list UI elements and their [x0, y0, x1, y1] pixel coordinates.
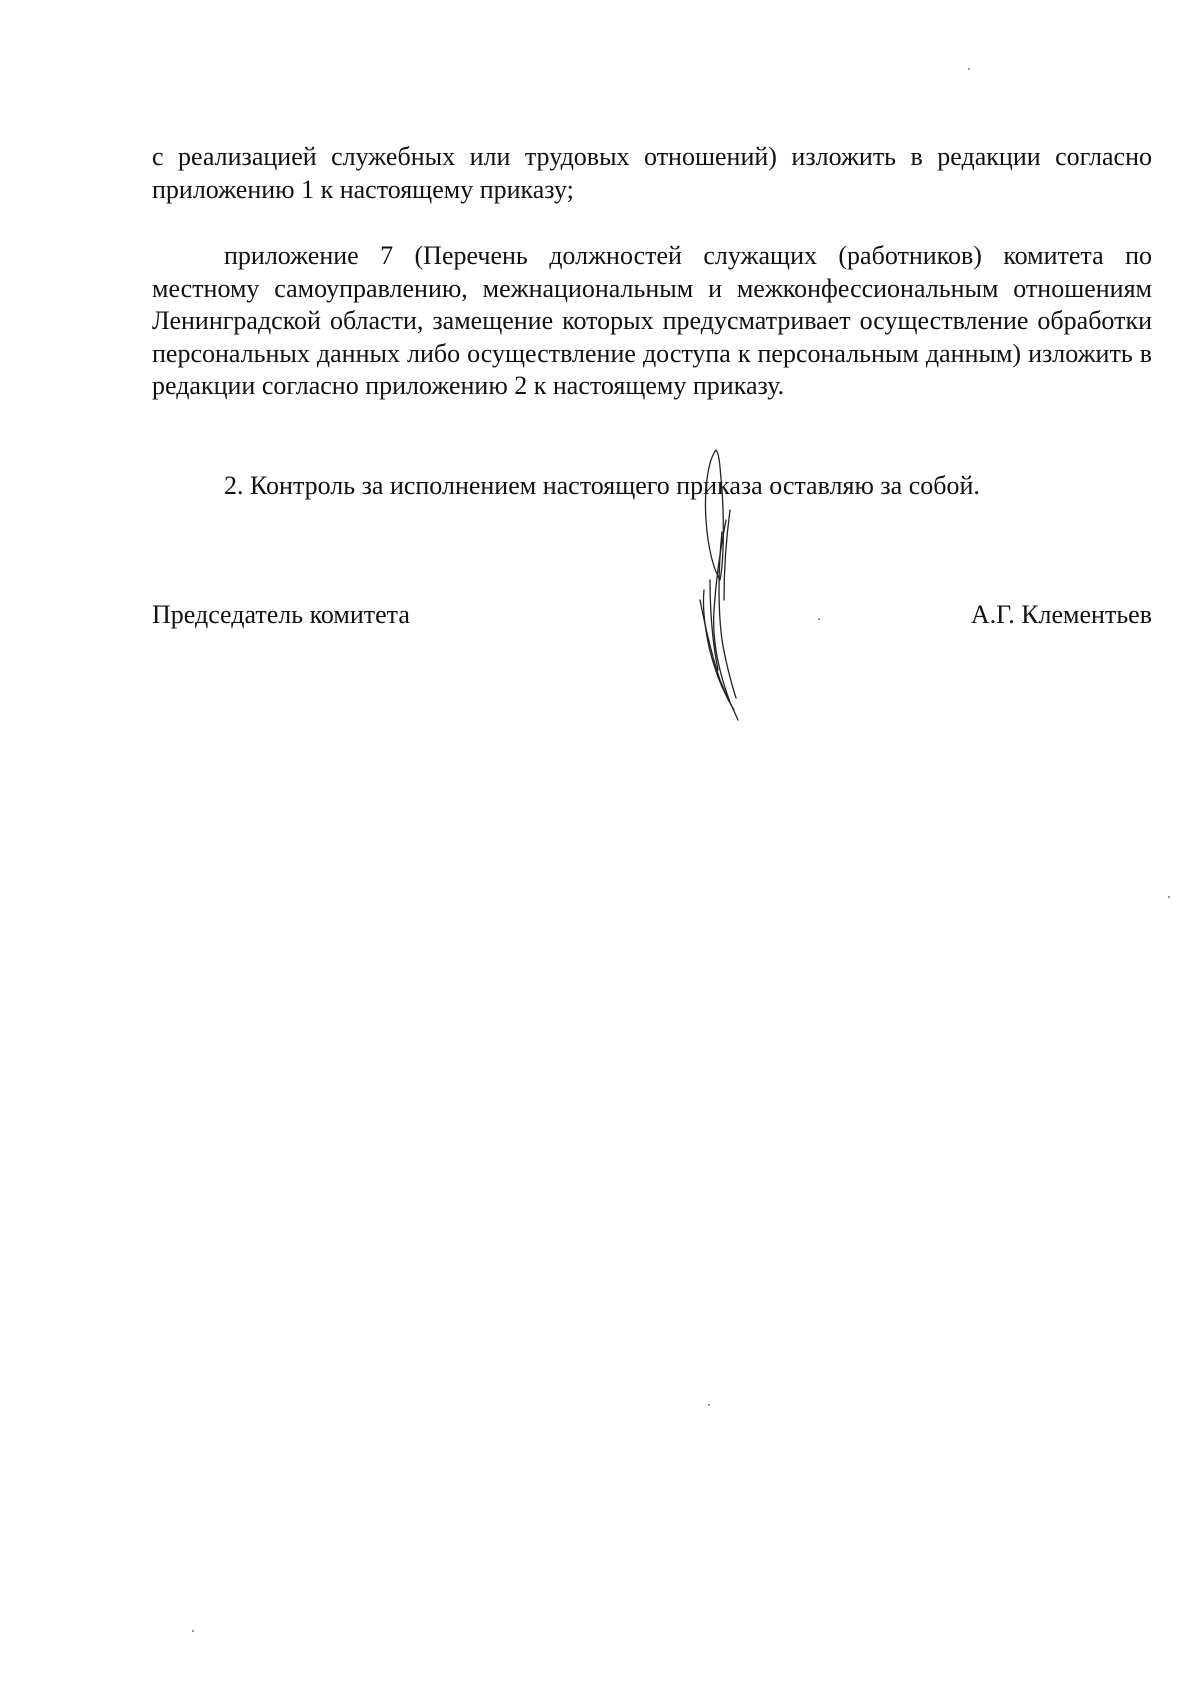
paragraph-continuation: с реализацией служебных или трудовых отношений) изложить в редакции согласно приложению 1 к настоящему приказу; — [152, 142, 1152, 204]
signatory-name: А.Г. Клементьев — [970, 600, 1152, 629]
signatory-position: Председатель комитета — [152, 600, 410, 629]
scan-speck — [708, 1404, 710, 1406]
scan-speck — [818, 618, 820, 620]
scan-speck — [192, 1630, 194, 1632]
paragraph-control: 2. Контроль за исполнением настоящего приказа оставляю за собой. — [224, 471, 980, 500]
scan-speck — [968, 68, 970, 70]
paragraph-appendix-7: приложение 7 (Перечень должностей служащих (работников) комитета по местному самоуправлению, межнациональным и межконфессиональным отношениям Ленинградской области, замещение которых предусматривает осуществление обработки персональных данных либо осуществление доступа к персональным данным) изложить в редакции согласно приложению 2 к настоящему приказу. — [152, 241, 1152, 400]
scan-speck — [1168, 896, 1170, 898]
handwritten-signature — [690, 440, 760, 740]
